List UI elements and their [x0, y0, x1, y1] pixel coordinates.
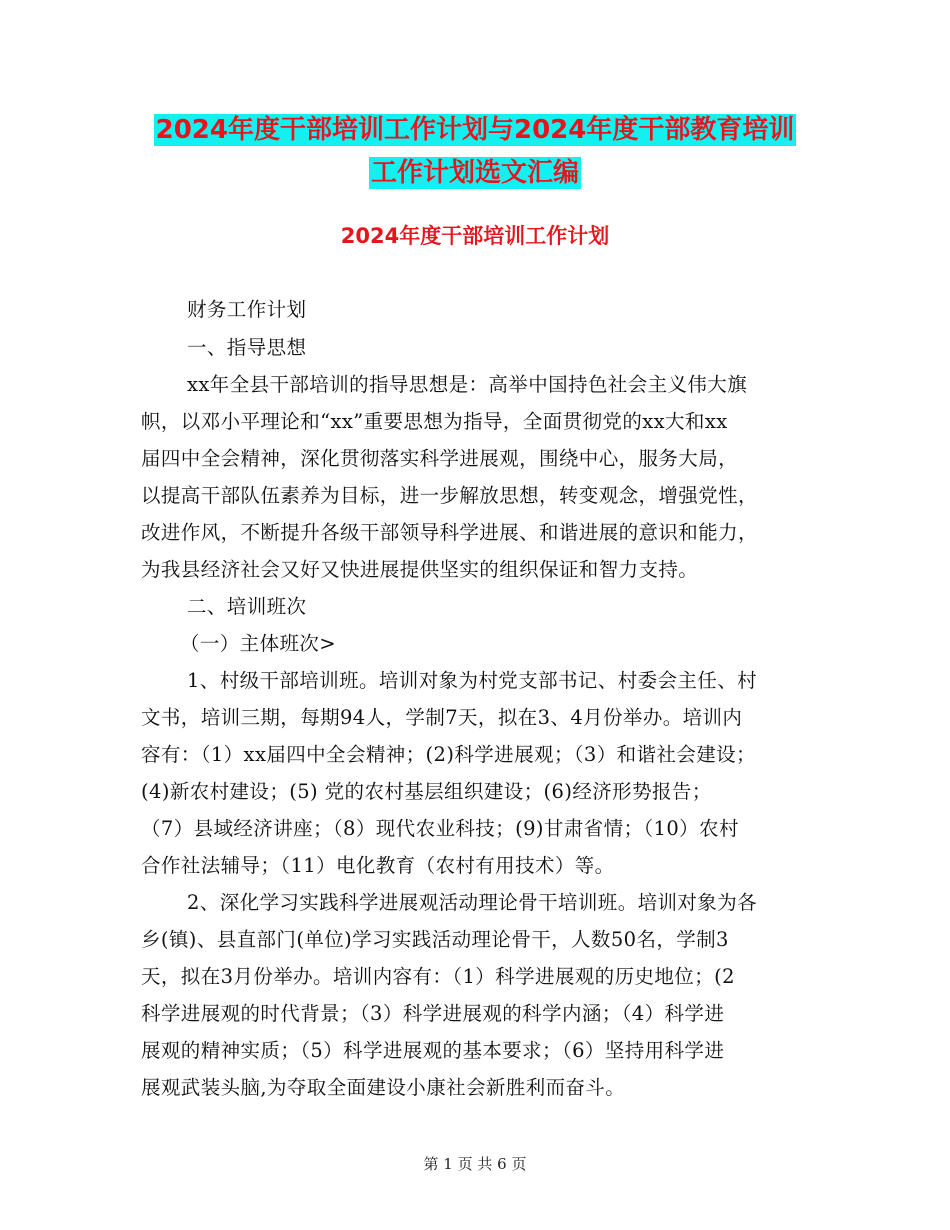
body-line: 为我县经济社会又好又快进展提供坚实的组织保证和智力支持。 — [141, 558, 699, 581]
body-line: 1、村级干部培训班。培训对象为村党支部书记、村委会主任、村 — [187, 669, 758, 692]
body-line: 帜，以邓小平理论和“xx”重要思想为指导，全面贯彻党的xx大和xx — [141, 410, 728, 433]
document-title-line-2: 工作计划选文汇编 — [370, 158, 579, 188]
body-line: 展观的精神实质；（5）科学进展观的基本要求；（6）坚持用科学进 — [141, 1039, 725, 1062]
section-heading: 一、指导思想 — [187, 336, 307, 359]
body-line: 以提高干部队伍素养为目标，进一步解放思想，转变观念，增强党性， — [141, 484, 758, 507]
body-line: 改进作风，不断提升各级干部领导科学进展、和谐进展的意识和能力， — [141, 521, 758, 544]
body-line: 财务工作计划 — [187, 298, 307, 321]
body-line: 2、深化学习实践科学进展观活动理论骨干培训班。培训对象为各 — [187, 891, 758, 914]
body-line: xx年全县干部培训的指导思想是：高举中国持色社会主义伟大旗 — [187, 373, 748, 396]
body-line: 乡(镇)、县直部门(单位)学习实践活动理论骨干，人数50名，学制3 — [141, 928, 729, 951]
body-line: 容有：（1）xx届四中全会精神；(2)科学进展观；（3）和谐社会建设； — [141, 743, 756, 766]
page-number-footer: 第 1 页 共 6 页 — [423, 1155, 527, 1173]
body-line: 届四中全会精神，深化贯彻落实科学进展观，围绕中心，服务大局， — [141, 447, 739, 470]
section-heading: 二、培训班次 — [187, 595, 307, 618]
document-title-line-1: 2024年度干部培训工作计划与2024年度干部教育培训 — [155, 115, 795, 145]
body-line: 文书，培训三期，每期94人，学制7天，拟在3、4月份举办。培训内 — [141, 706, 743, 729]
body-line: 科学进展观的时代背景；（3）科学进展观的科学内涵；（4）科学进 — [141, 1002, 725, 1025]
subsection-heading: （一）主体班次> — [180, 632, 337, 655]
body-line: (4)新农村建设；(5) 党的农村基层组织建设；(6)经济形势报告； — [141, 780, 712, 803]
section-title: 2024年度干部培训工作计划 — [340, 224, 610, 248]
body-line: 天，拟在3月份举办。培训内容有：（1）科学进展观的历史地位；(2 — [141, 965, 735, 988]
body-line: （7）县域经济讲座；（8）现代农业科技；(9)甘肃省情；（10）农村 — [141, 817, 739, 840]
body-line: 合作社法辅导；（11）电化教育（农村有用技术）等。 — [141, 854, 615, 877]
body-line: 展观武装头脑,为夺取全面建设小康社会新胜利而奋斗。 — [141, 1076, 626, 1099]
